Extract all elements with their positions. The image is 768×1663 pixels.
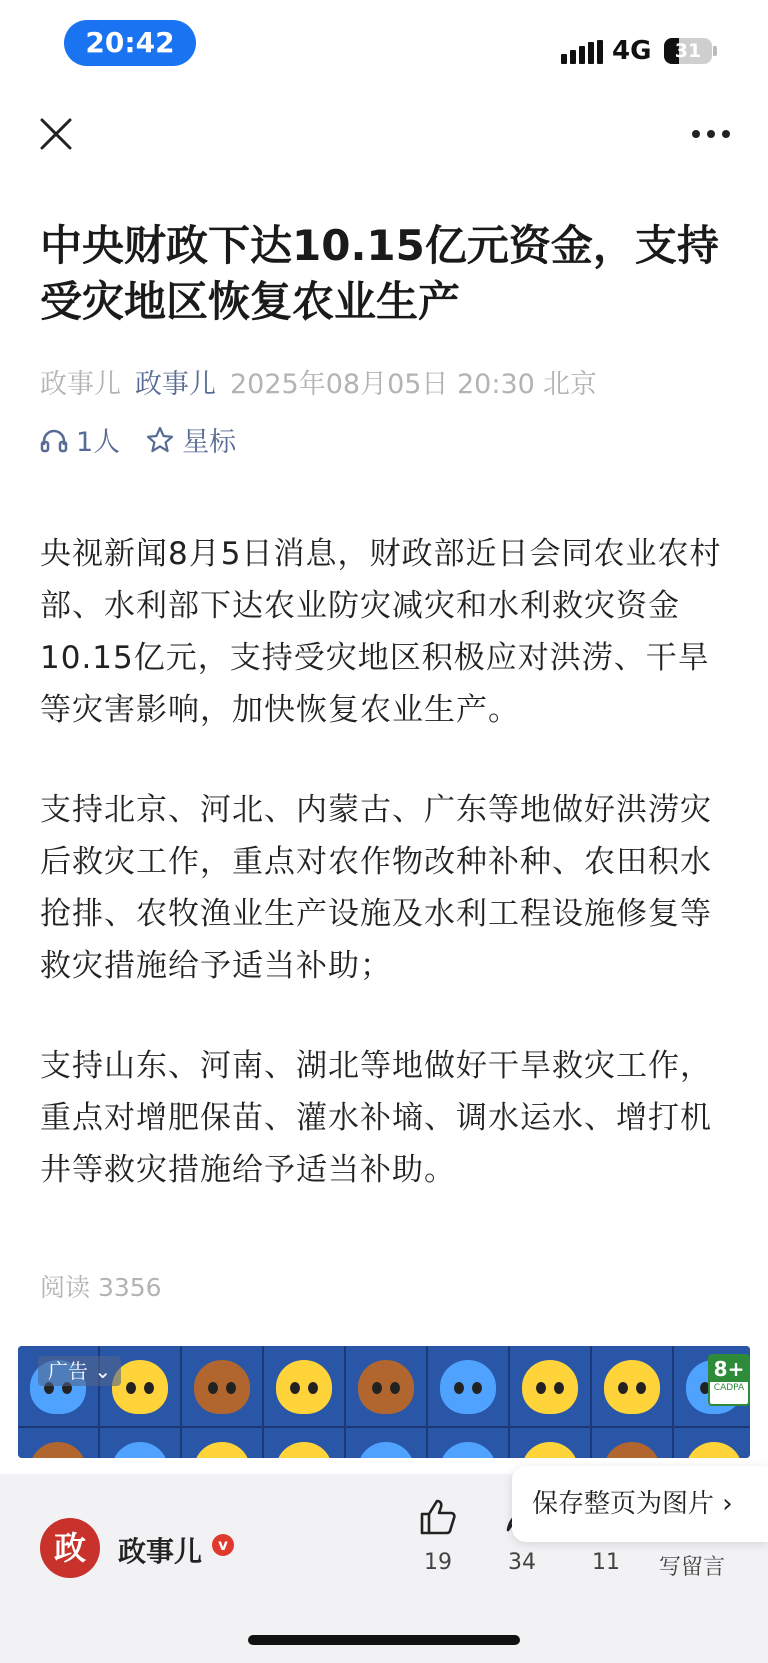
battery-level: 31 xyxy=(674,40,702,62)
paragraph: 支持山东、河南、湖北等地做好干旱救灾工作，重点对增肥保苗、灌水补墒、调水运水、增打机井等救灾措施给予适当补助。 xyxy=(40,1048,712,1188)
save-page-as-image-button[interactable]: 保存整页为图片 › xyxy=(512,1466,768,1542)
headphones-icon xyxy=(40,427,68,453)
read-count: 阅读 3356 xyxy=(40,1273,162,1302)
verified-icon: v xyxy=(212,1534,234,1556)
age-rating-badge xyxy=(708,1354,750,1406)
signal-icon xyxy=(561,40,603,64)
ad-banner[interactable] xyxy=(18,1346,750,1458)
game-tile xyxy=(510,1428,590,1458)
game-tile xyxy=(18,1428,98,1458)
game-tile xyxy=(100,1428,180,1458)
like-count: 19 xyxy=(424,1550,452,1575)
ad-badge[interactable]: 广告 ⌄ xyxy=(38,1356,121,1386)
game-tile xyxy=(182,1428,262,1458)
wow-count: 11 xyxy=(592,1550,620,1575)
article-actions xyxy=(40,420,262,459)
home-indicator[interactable] xyxy=(248,1635,520,1645)
game-tile xyxy=(182,1346,262,1426)
status-time: 20:42 xyxy=(64,20,196,66)
avatar[interactable]: 政 xyxy=(40,1518,100,1578)
article-body xyxy=(40,528,730,1244)
game-tile xyxy=(592,1346,672,1426)
share-count: 34 xyxy=(508,1550,536,1575)
game-tile xyxy=(264,1346,344,1426)
paragraph: 央视新闻8月5日消息，财政部近日会同农业农村部、水利部下达农业防灾减灾和水利救灾资金10.15亿元，支持受灾地区积极应对洪涝、干旱等灾害影响，加快恢复农业生产。 xyxy=(40,536,722,728)
publish-location: 北京 xyxy=(542,369,597,400)
more-icon xyxy=(692,130,700,138)
paragraph: 支持北京、河北、内蒙古、广东等地做好洪涝灾后救灾工作，重点对农作物改种补种、农田积水抢排、农牧渔业生产设施及水利工程设施修复等救灾措施给予适当补助； xyxy=(40,792,712,984)
game-tile xyxy=(428,1428,508,1458)
battery-icon xyxy=(664,38,712,64)
listener-count: 1人 xyxy=(76,427,121,458)
game-tile xyxy=(674,1428,750,1458)
more-button[interactable] xyxy=(692,128,732,140)
listen-button[interactable] xyxy=(40,420,120,459)
game-tile xyxy=(264,1428,344,1458)
game-tile xyxy=(510,1346,590,1426)
game-tile xyxy=(346,1346,426,1426)
game-tile xyxy=(346,1428,426,1458)
star-button[interactable] xyxy=(146,420,236,459)
network-type: 4G xyxy=(612,36,652,66)
source-name: 政事儿 xyxy=(40,369,121,400)
battery-tip xyxy=(713,46,717,56)
close-icon xyxy=(38,116,74,152)
close-button[interactable] xyxy=(38,116,74,152)
thumbs-up-icon xyxy=(418,1498,458,1536)
game-tiles xyxy=(18,1346,750,1458)
age-rating-sub: CADPA xyxy=(713,1383,745,1393)
age-rating: 8+ xyxy=(710,1356,748,1382)
article-title: 中央财政下达10.15亿元资金，支持受灾地区恢复农业生产 xyxy=(40,221,719,326)
account-name[interactable]: 政事儿 xyxy=(118,1535,203,1568)
like-button[interactable] xyxy=(403,1498,473,1575)
star-icon xyxy=(146,426,174,454)
comment-label: 写留言 xyxy=(658,1555,725,1580)
author-link[interactable]: 政事儿 xyxy=(135,369,216,400)
game-tile xyxy=(592,1428,672,1458)
game-tile xyxy=(428,1346,508,1426)
star-label: 星标 xyxy=(182,427,237,458)
publish-time: 2025年08月05日 20:30 xyxy=(230,369,535,400)
article-meta xyxy=(40,362,597,401)
ad-badge-label: 广告 xyxy=(48,1359,88,1383)
